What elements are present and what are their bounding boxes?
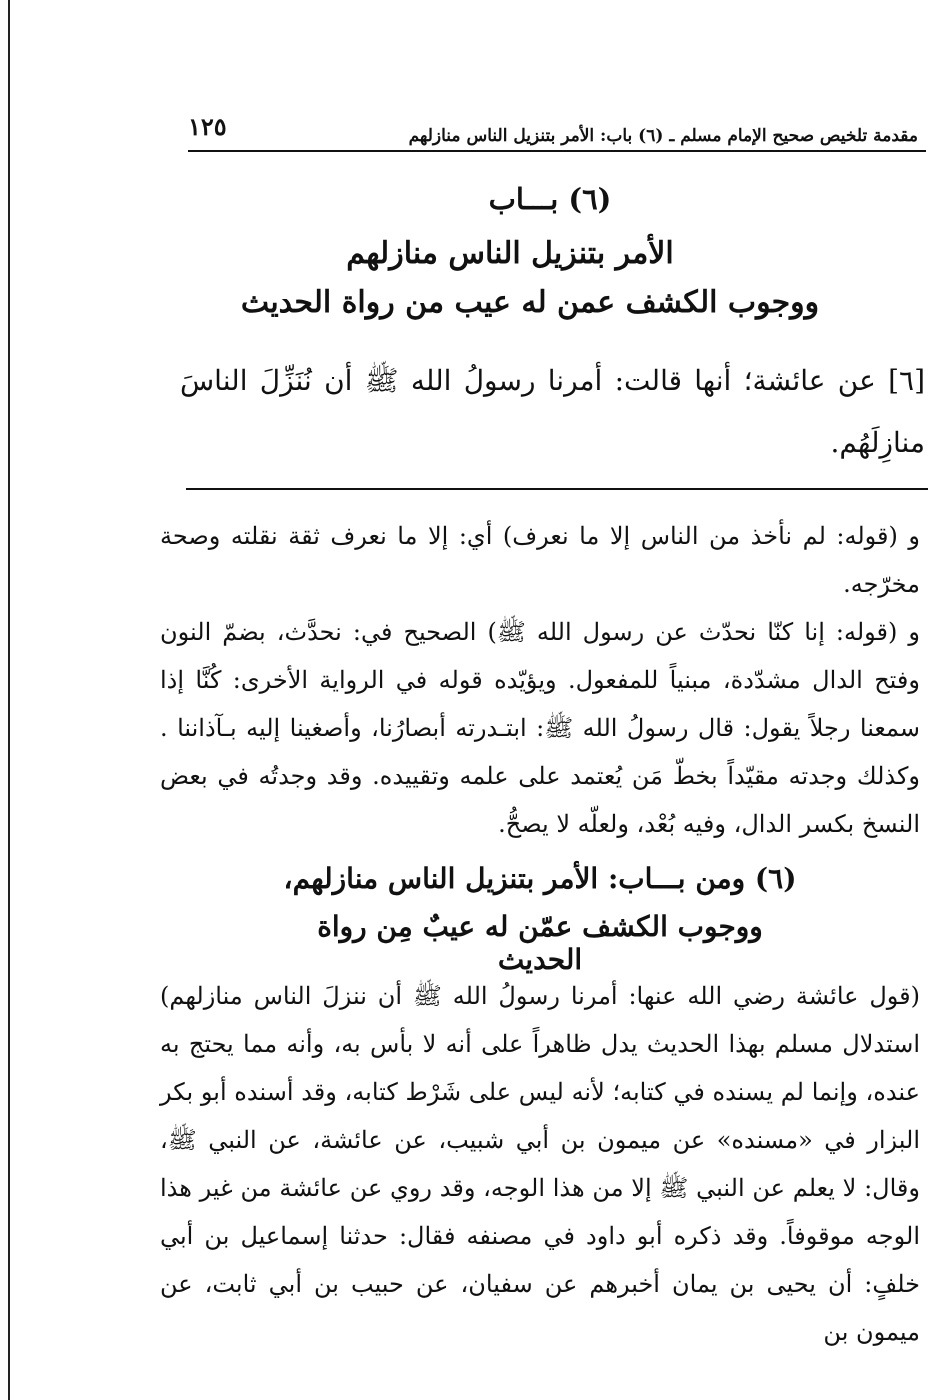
page-edge [8, 0, 10, 1400]
section-subtitle: ووجوب الكشف عمّن له عيبٌ مِن رواة الحديث [317, 910, 763, 976]
chapter-title: الأمر بتنزيل الناس منازلهم [346, 236, 674, 271]
chapter-number: (٦) بـــاب [488, 182, 612, 216]
commentary-paragraph-2: و (قوله: إنا كنّا نحدّث عن رسول الله ﷺ) الصحيح في: نحدَّث، بضمّ النون وفتح الدال مشدّدة، مبنياً للمفعول. ويؤيّده قوله في الرواية الأخرى: كُنَّا إذا سمعنا رجلاً يقول: قال رسولُ الله ﷺ: ابتـدرته أبصارُنا، وأصغينا إليه بـآذاننا . وكذلك وجدته مقيّداً بخطّ مَن يُعتمد على علمه وتقييده. وقد وجدتُه في بعض النسخ بكسر الدال، وفيه بُعْد، ولعلّه لا يصحُّ. [160, 618, 920, 838]
section-title: (٦) ومن بـــاب: الأمر بتنزيل الناس منازلهم، [283, 862, 797, 895]
hadith-text: [٦] عن عائشة؛ أنها قالت: أمرنا رسولُ الله ﷺ أن نُنَزِّلَ الناسَ منازِلَهُم. [180, 364, 925, 459]
commentary-paragraph-1: و (قوله: لم نأخذ من الناس إلا ما نعرف) أي: إلا ما نعرف ثقة نقلته وصحة مخرّجه. [160, 522, 920, 598]
header-rule [188, 150, 926, 152]
chapter-subtitle: ووجوب الكشف عمن له عيب من رواة الحديث [240, 285, 820, 320]
page-header [188, 112, 930, 150]
footnote-divider [186, 488, 928, 490]
body-paragraph: (قول عائشة رضي الله عنها: أمرنا رسولُ الله ﷺ أن ننزلَ الناس منازلهم) استدلال مسلم بهذا الحديث يدل ظاهراً على أنه لا بأس به، وأنه مما يحتج به عنده، وإنما لم يسنده في كتابه؛ لأنه ليس على شَرْط كتابه، وقد أسنده أبو بكر البزار في «مسنده» عن ميمون بن أبي شبيب، عن عائشة، عن النبي ﷺ، وقال: لا يعلم عن النبي ﷺ إلا من هذا الوجه، وقد روي عن عائشة من غير هذا الوجه موقوفاً. وقد ذكره أبو داود في مصنفه فقال: حدثنا إسماعيل بن أبي خلفٍ: أن يحيى بن يمان أخبرهم عن سفيان، عن حبيب بن أبي ثابت، عن ميمون بن [160, 982, 920, 1346]
page-number: ١٢٥ [188, 112, 227, 141]
running-title: مقدمة تلخيص صحيح الإمام مسلم ـ (٦) باب: الأمر بتنزيل الناس منازلهم [408, 126, 918, 146]
